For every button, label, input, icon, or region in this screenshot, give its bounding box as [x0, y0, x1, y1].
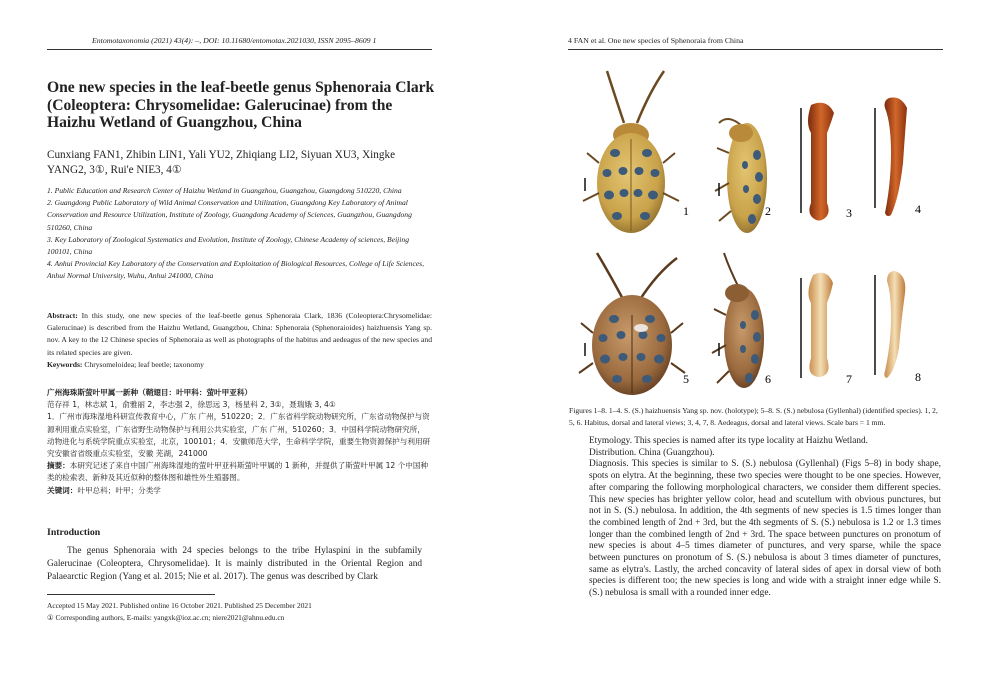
intro-text: The genus Sphenoraia with 24 species belongs to the tribe Hylaspini in the subfamily Galerucinae (Coleoptera, Chrysomelidae). It is mainly distributed in the Oriental Region and Palaearctic Region (Yang et al. 2015; Nie et al. 2017). The genus was described by Clark [47, 546, 422, 582]
cn-keywords-text: 叶甲总科；叶甲；分类学 [77, 485, 161, 495]
cn-title: 广州海珠斯萤叶甲属一新种（鞘翅目：叶甲科：萤叶甲亚科） [47, 388, 253, 397]
cn-abstract-text: 本研究记述了来自中国广州海珠湿地的萤叶甲亚科斯萤叶甲属的 1 新种，并提供了斯萤叶甲属 12 个中国种类的检索表、新种及其近似种的整体图和雄性外生殖器图。 [47, 461, 429, 483]
figure-5-dorsal-habitus [579, 253, 685, 395]
footnotes [47, 600, 432, 624]
distribution-paragraph: Distribution. China (Guangzhou). [589, 447, 715, 458]
header-rule [568, 49, 943, 50]
paper-title: One new species in the leaf-beetle genus Sphenoraia Clark (Coleoptera: Chrysomelidae: Galerucinae) from the Haizhu Wetland of Guangzhou, China [47, 79, 435, 131]
affiliation-item: 1. Public Education and Research Center of Haizhu Wetland in Guangzhou, Guangzhou, Guangdong 510220, China [47, 186, 402, 195]
cn-authors: 范存祥 1，林志斌 1，俞雅丽 2，李志强 2，徐思远 3，杨星科 2, 3①，聂瑞娥 3, 4① [47, 400, 336, 410]
running-header-left: Entomotaxonomia (2021) 43(4): –, DOI: 10.11680/entomotax.2021030, ISSN 2095–8609 1 [92, 36, 377, 45]
cn-keywords-label: 关键词： [47, 485, 78, 495]
cn-affiliations: 1．广州市海珠湿地科研宣传教育中心，广东 广州，510220；2．广东省科学院动物研究所，广东省动物保护与资源利用重点实验室，广东省野生动物保护与利用公共实验室，广东 广州，510260；3．中国科学院动物研究所，动物进化与系统学院重点实验室，北京，100101；4．安徽师范大学，生命科学学院，重要生物资源保护与利用研究安徽省省级重点实验室，安徽 芜湖，241000 [47, 412, 431, 459]
figure-number: 4 [915, 202, 921, 216]
affiliation-item: 3. Key Laboratory of Zoological Systematics and Evolution, Institute of Zoology, Chinese Academy of sciences, Beijing 100101, China [47, 234, 409, 257]
figure-2-lateral-habitus [715, 119, 767, 233]
etymology-paragraph: Etymology. This species is named after its type locality at Haizhu Wetland. [589, 436, 868, 446]
figure-1-dorsal-habitus [583, 71, 679, 233]
keywords-label: Keywords: [47, 359, 83, 369]
abstract-label: Abstract: [47, 311, 78, 320]
species-account [589, 436, 941, 600]
figure-6-lateral-habitus [712, 253, 764, 388]
keywords-text: Chrysomeloidea; leaf beetle; taxonomy [82, 359, 204, 369]
figure-number: 5 [683, 372, 689, 386]
figure-number: 7 [846, 372, 852, 386]
figure-caption: Figures 1–8. 1–4. S. (S.) haizhuensis Yang sp. nov. (holotype); 5–8. S. (S.) nebulosa (Gyllenhal) (identified species). 1, 2, 5, 6. Habitus, dorsal and lateral views; 3, 4, 7, 8. Aedeagus, dorsal and lateral views. Scale bars = 1 mm. [569, 406, 938, 427]
figure-7-aedeagus-dorsal [801, 273, 833, 378]
figure-number: 2 [765, 204, 771, 218]
figure-8-aedeagus-lateral [875, 271, 905, 378]
affiliation-item: 2. Guangdong Public Laboratory of Wild Animal Conservation and Utilization, Guangdong Key Laboratory of Animal Conservation and Resource Utilization, Institute of Zoology, Guangdong Academy of Sciences, Guangzhou, Guangdong 510260, China [47, 198, 412, 232]
figure-plate [569, 53, 949, 403]
chinese-abstract [47, 387, 432, 497]
header-rule [47, 49, 432, 50]
diagnosis-paragraph: Diagnosis. This species is similar to S. (S.) nebulosa (Gyllenhal) (Figs 5–8) in body shape, spots on elytra. At the beginning, these two species were thought to be one species. However, after comparing the following morphological characters, we consider them different species. This new species has brighter yellow color, head and scutellum with obvious punctures, but not in S. (S.) nebulosa. In addition, the 4th segments of new species is 1.5 times longer than the combined length of 2nd + 3rd, but the 4th segments of S. (S.) nebulosa is 1.2 or 1.3 times longer than the combined length of 2nd + 3rd. The space between punctures on pronotum of new species is about 4–5 times diameter of punctures, and very sparse, while the space between punctures on pronotum of S. (S.) nebulosa is about 3 times diameter of punctures, same as elytra's. Lastly, the arched concavity of lateral sides of apex in dorsal view of both species is different too; the new species is long and wide with a straight inner edge while S. (S.) nebulosa is small with a rounded inner edge. [589, 459, 941, 599]
intro-heading: Introduction [47, 527, 101, 538]
running-header-right: 4 FAN et al. One new species of Sphenoraia from China [568, 36, 744, 45]
figure-4-aedeagus-lateral [875, 97, 907, 216]
figure-number: 8 [915, 370, 921, 384]
footnote-rule [47, 594, 215, 595]
figure-3-aedeagus-dorsal [801, 103, 834, 221]
figure-number: 6 [765, 372, 771, 386]
author-list: Cunxiang FAN1, Zhibin LIN1, Yali YU2, Zhiqiang LI2, Siyuan XU3, Xingke YANG2, 3①, Rui'e NIE3, 4① [47, 149, 396, 176]
abstract-text: In this study, one new species of the leaf-beetle genus Sphenoraia Clark, 1836 (Coleoptera:Chrysomelidae: Galerucinae) is described from the Haizhu Wetland, Guangzhou, China: Sphenoraia (Sphenoraioides) haizhuensis Yang sp. nov. A key to the 12 Chinese species of Sphenoraia as well as photographs of the habitus and aedeagus of the new species and its related species are given. [47, 311, 432, 357]
abstract [47, 310, 432, 371]
footnote-dates: Accepted 15 May 2021. Published online 16 October 2021. Published 25 December 2021 [47, 601, 312, 610]
affiliation-item: 4. Anhui Provincial Key Laboratory of the Conservation and Exploitation of Biological Resources, College of Life Sciences, Anhui Normal University, Wuhu, Anhui 241000, China [47, 259, 425, 281]
figure-number: 1 [683, 204, 689, 218]
cn-abstract-label: 摘要： [47, 461, 70, 471]
affiliations [47, 185, 432, 283]
figure-number: 3 [846, 206, 852, 220]
footnote-corresponding: ① Corresponding authors, E-mails: yangxk@ioz.ac.cn; niere2021@ahnu.edu.cn [47, 613, 285, 622]
